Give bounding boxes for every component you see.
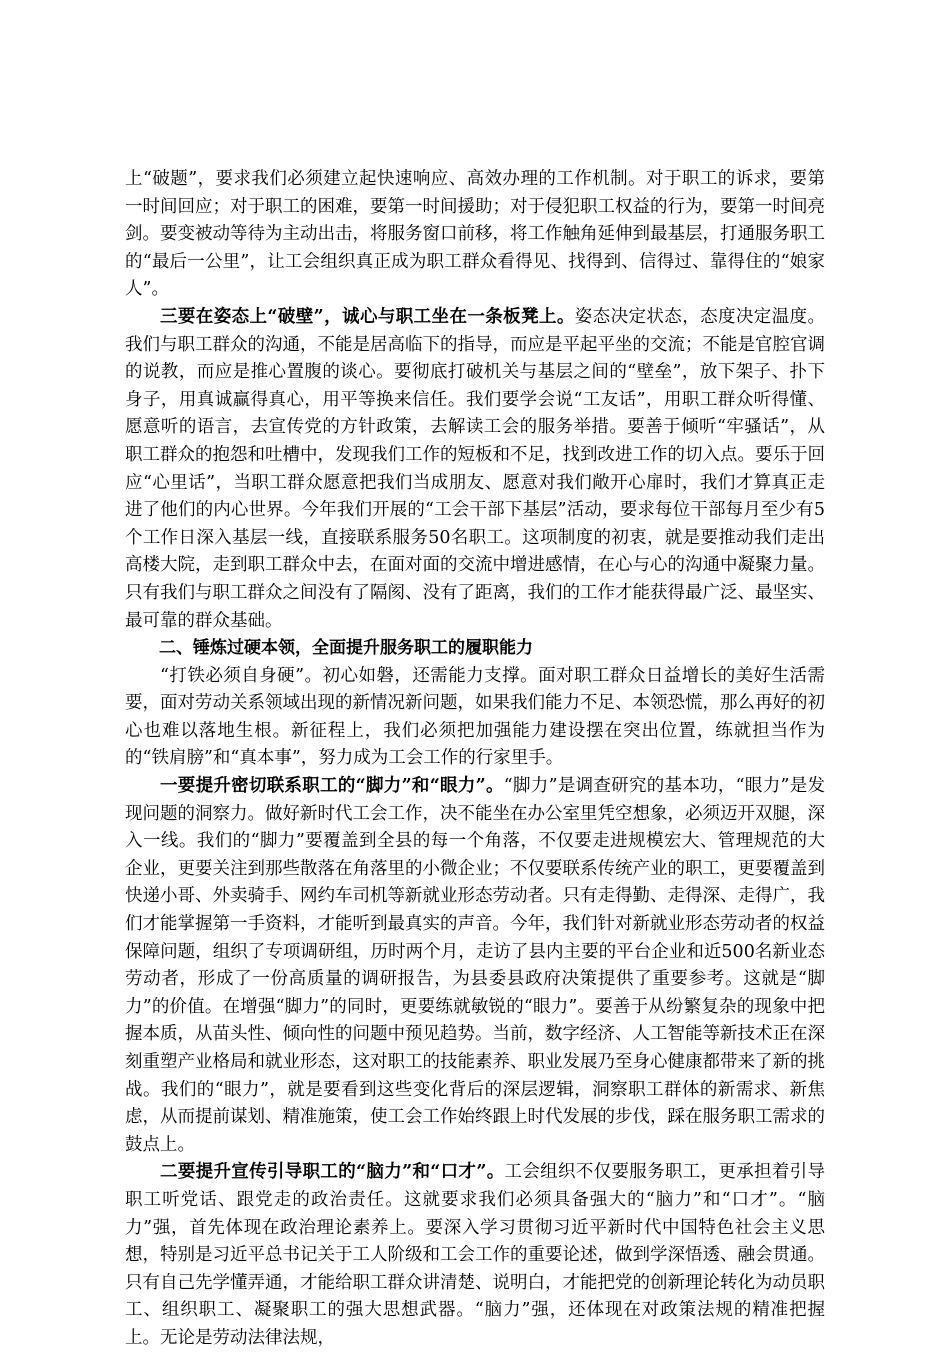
paragraph-4 [125,773,825,1159]
paragraph-4-lead: 一要提升密切联系职工的“脚力”和“眼力”。 [160,776,504,797]
paragraph-3 [125,663,825,773]
paragraph-1-text: 上“破题”，要求我们必须建立起快速响应、高效办理的工作机制。对于职工的诉求，要第一时间回应；对于职工的困难，要第一时间援助；对于侵犯职工权益的行为，要第一时间亮剑。要变被动等待为主动出击，将服务窗口前移，将工作触角延伸到最基层，打通服务职工的“最后一公里”，让工会组织真正成为职工群众看得见、找得到、信得过、靠得住的“娘家人”。 [125,169,825,300]
paragraph-3-text: “打铁必须自身硬”。初心如磐，还需能力支撑。面对职工群众日益增长的美好生活需要，面对劳动关系领域出现的新情况新问题，如果我们能力不足、本领恐慌，那么再好的初心也难以落地生根。新征程上，我们必须把加强能力建设摆在突出位置，练就担当作为的“铁肩膀”和“真本事”，努力成为工会工作的行家里手。 [125,665,825,769]
paragraph-5-text: 工会组织不仅要服务职工，更承担着引导职工听党话、跟党走的政治责任。这就要求我们必须具备强大的“脑力”和“口才”。“脑力”强，首先体现在政治理论素养上。要深入学习贯彻习近平新时代中国特色社会主义思想，特别是习近平总书记关于工人阶级和工会工作的重要论述，做到学深悟透、融会贯通。只有自己先学懂弄通，才能给职工群众讲清楚、说明白，才能把党的创新理论转化为动员职工、组织职工、凝聚职工的强大思想武器。“脑力”强，还体现在对政策法规的精准把握上。无论是劳动法律法规， [125,1162,826,1348]
document-page [125,166,825,1353]
section-heading-2: 二、锤炼过硬本领，全面提升服务职工的履职能力 [159,638,533,659]
paragraph-1 [125,166,825,304]
paragraph-5-lead: 二要提升宣传引导职工的“脑力”和“口才”。 [160,1162,505,1183]
paragraph-2-lead: 三要在姿态上“破壁”，诚心与职工坐在一条板凳上。 [160,306,575,327]
paragraph-2 [125,304,825,635]
paragraph-5 [125,1159,825,1352]
paragraph-2-text: 姿态决定状态，态度决定温度。我们与职工群众的沟通，不能是居高临下的指导，而应是平起平坐的交流；不能是官腔官调的说教，而应是推心置腹的谈心。要彻底打破机关与基层之间的“壁垒”，放下架子、扑下身子，用真诚赢得真心，用平等换来信任。我们要学会说“工友话”，用职工群众听得懂、愿意听的语言，去宣传党的方针政策，去解读工会的服务举措。要善于倾听“牢骚话”，从职工群众的抱怨和吐槽中，发现我们工作的短板和不足，找到改进工作的切入点。要乐于回应“心里话”，当职工群众愿意把我们当成朋友、愿意对我们敞开心扉时，我们才算真正走进了他们的内心世界。今年我们开展的“工会干部下基层”活动，要求每位干部每月至少有5个工作日深入基层一线，直接联系服务50名职工。这项制度的初衷，就是要推动我们走出高楼大院，走到职工群众中去，在面对面的交流中增进感情，在心与心的沟通中凝聚力量。只有我们与职工群众之间没有了隔阂、没有了距离，我们的工作才能获得最广泛、最坚实、最可靠的群众基础。 [125,306,826,631]
paragraph-4-text: “脚力”是调查研究的基本功，“眼力”是发现问题的洞察力。做好新时代工会工作，决不能坐在办公室里凭空想象，必须迈开双腿，深入一线。我们的“脚力”要覆盖到全县的每一个角落，不仅要走进规模宏大、管理规范的大企业，更要关注到那些散落在角落里的小微企业；不仅要联系传统产业的职工，更要覆盖到快递小哥、外卖骑手、网约车司机等新就业形态劳动者。只有走得勤、走得深、走得广，我们才能掌握第一手资料，才能听到最真实的声音。今年，我们针对新就业形态劳动者的权益保障问题，组织了专项调研组，历时两个月，走访了县内主要的平台企业和近500名新业态劳动者，形成了一份高质量的调研报告，为县委县政府决策提供了重要参考。这就是“脚力”的价值。在增强“脚力”的同时，更要练就敏锐的“眼力”。要善于从纷繁复杂的现象中把握本质，从苗头性、倾向性的问题中预见趋势。当前，数字经济、人工智能等新技术正在深刻重塑产业格局和就业形态，这对职工的技能素养、职业发展乃至身心健康都带来了新的挑战。我们的“眼力”，就是要看到这些变化背后的深层逻辑，洞察职工群体的新需求、新焦虑，从而提前谋划、精准施策，使工会工作始终跟上时代发展的步伐，踩在服务职工需求的鼓点上。 [125,776,825,1155]
